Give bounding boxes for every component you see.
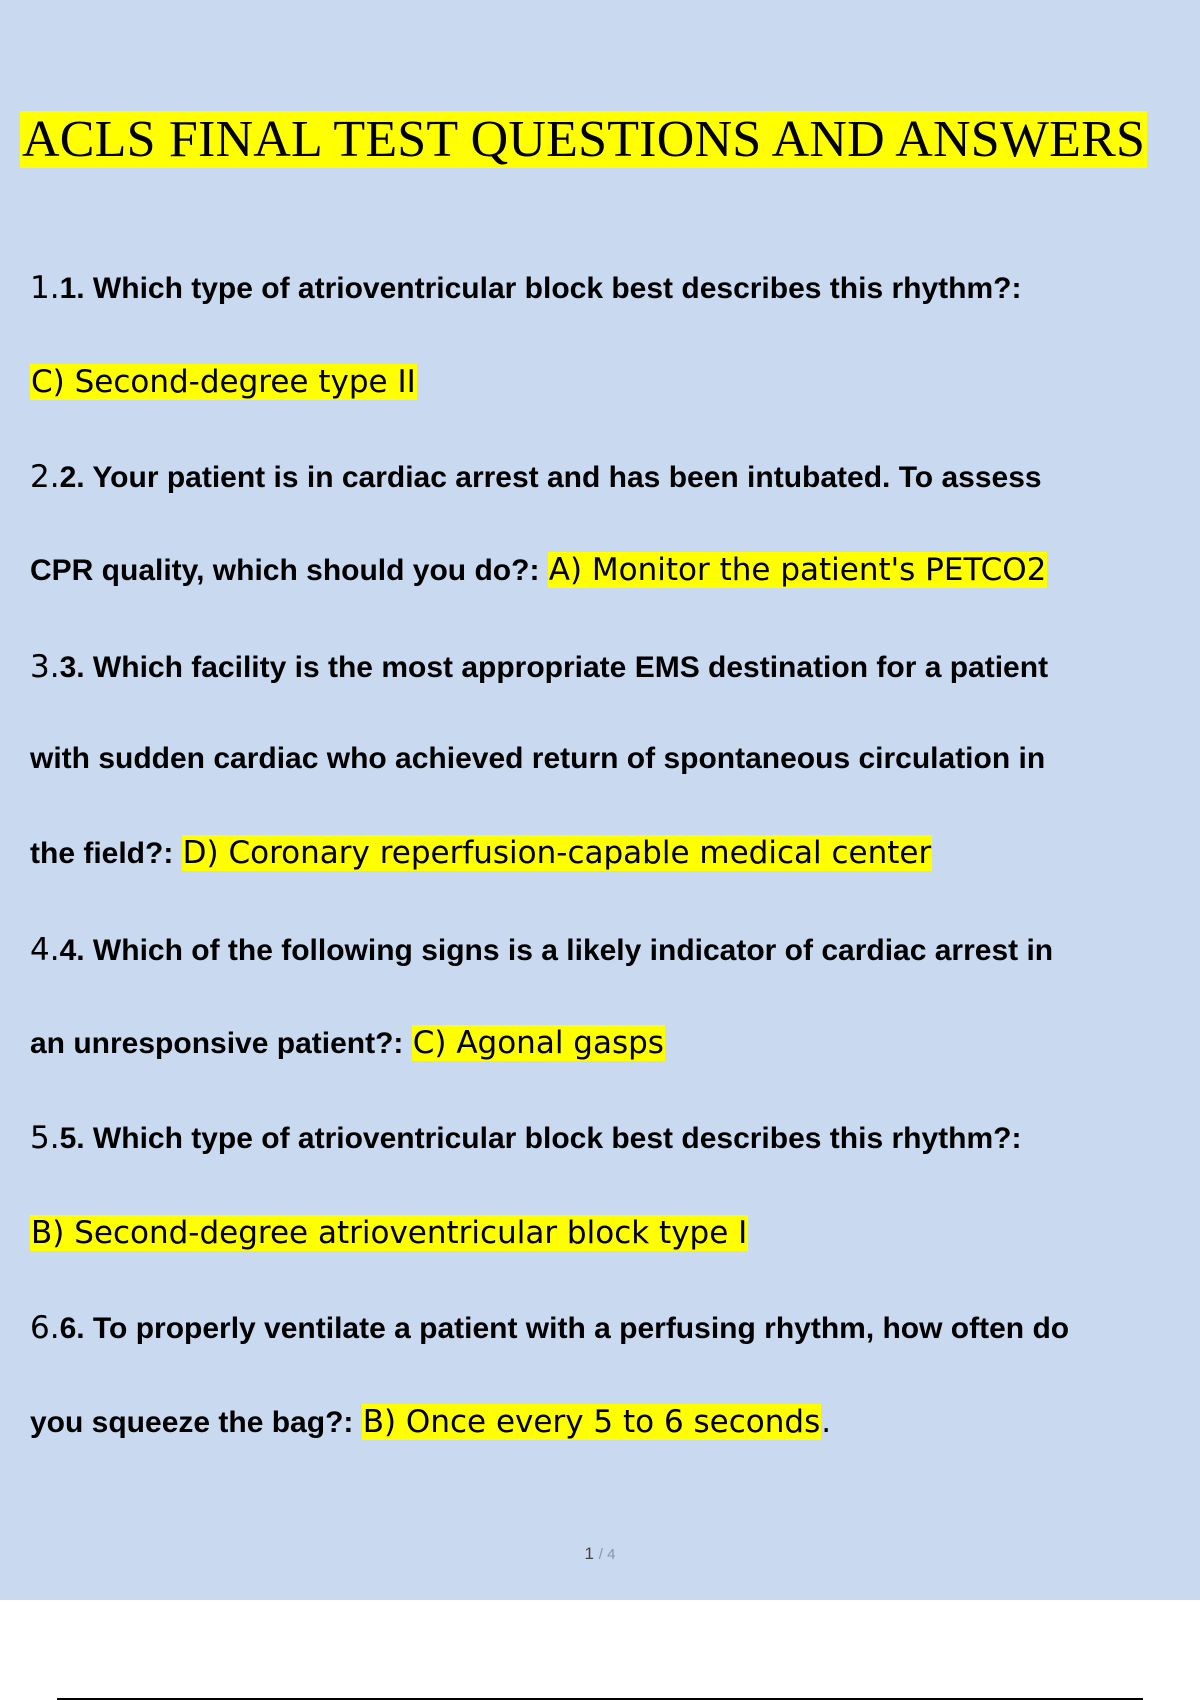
current-page: 1 xyxy=(584,1544,595,1563)
question-number: 5. xyxy=(30,1120,60,1156)
document-title: ACLS FINAL TEST QUESTIONS AND ANSWERS xyxy=(22,111,1146,168)
question-4-line-2 xyxy=(30,1025,665,1061)
question-6-line-1 xyxy=(30,1310,1069,1346)
question-number: 6. xyxy=(30,1310,60,1346)
question-1-answer-line xyxy=(30,364,417,400)
question-4-line-1 xyxy=(30,932,1053,968)
question-number: 2. xyxy=(30,459,60,495)
question-3-line-2 xyxy=(30,742,1045,776)
question-3-line-1 xyxy=(30,649,1048,685)
question-text: 5. Which type of atrioventricular block best describes this rhythm?: xyxy=(59,1122,1022,1155)
question-text: 3. Which facility is the most appropriate EMS destination for a patient xyxy=(59,651,1049,684)
question-text: an unresponsive patient?: xyxy=(30,1027,412,1060)
question-text: 1. Which type of atrioventricular block best describes this rhythm?: xyxy=(59,272,1022,305)
answer-highlight: A) Monitor the patient's PETCO2 xyxy=(548,552,1047,588)
question-2-line-2 xyxy=(30,552,1047,588)
question-number: 4. xyxy=(30,932,60,968)
total-pages: / 4 xyxy=(598,1546,616,1563)
question-text: CPR quality, which should you do?: xyxy=(30,554,548,587)
title-block xyxy=(20,110,1147,170)
answer-highlight: C) Agonal gasps xyxy=(412,1025,664,1061)
question-6-line-2 xyxy=(30,1404,831,1440)
question-5-line-1 xyxy=(30,1120,1021,1156)
question-text: you squeeze the bag?: xyxy=(30,1406,362,1439)
question-5-answer-line xyxy=(30,1215,748,1251)
page-indicator xyxy=(0,1544,1200,1564)
question-1-line-1 xyxy=(30,270,1021,306)
question-number: 1. xyxy=(30,270,60,306)
answer-highlight: B) Second-degree atrioventricular block type I xyxy=(31,1215,748,1251)
question-text: 6. To properly ventilate a patient with a perfusing rhythm, how often do xyxy=(59,1312,1070,1345)
answer-highlight: D) Coronary reperfusion-capable medical center xyxy=(182,835,932,871)
question-number: 3. xyxy=(30,649,60,685)
question-3-line-3 xyxy=(30,835,932,871)
question-text: 2. Your patient is in cardiac arrest and has been intubated. To assess xyxy=(59,461,1042,494)
answer-tail: . xyxy=(821,1404,832,1440)
question-text: the field?: xyxy=(30,837,182,870)
question-text: with sudden cardiac who achieved return of spontaneous circulation in xyxy=(30,742,1046,775)
question-text: 4. Which of the following signs is a likely indicator of cardiac arrest in xyxy=(59,934,1054,967)
question-2-line-1 xyxy=(30,459,1042,495)
answer-highlight: C) Second-degree type II xyxy=(31,364,416,400)
answer-highlight: B) Once every 5 to 6 seconds xyxy=(362,1404,821,1440)
